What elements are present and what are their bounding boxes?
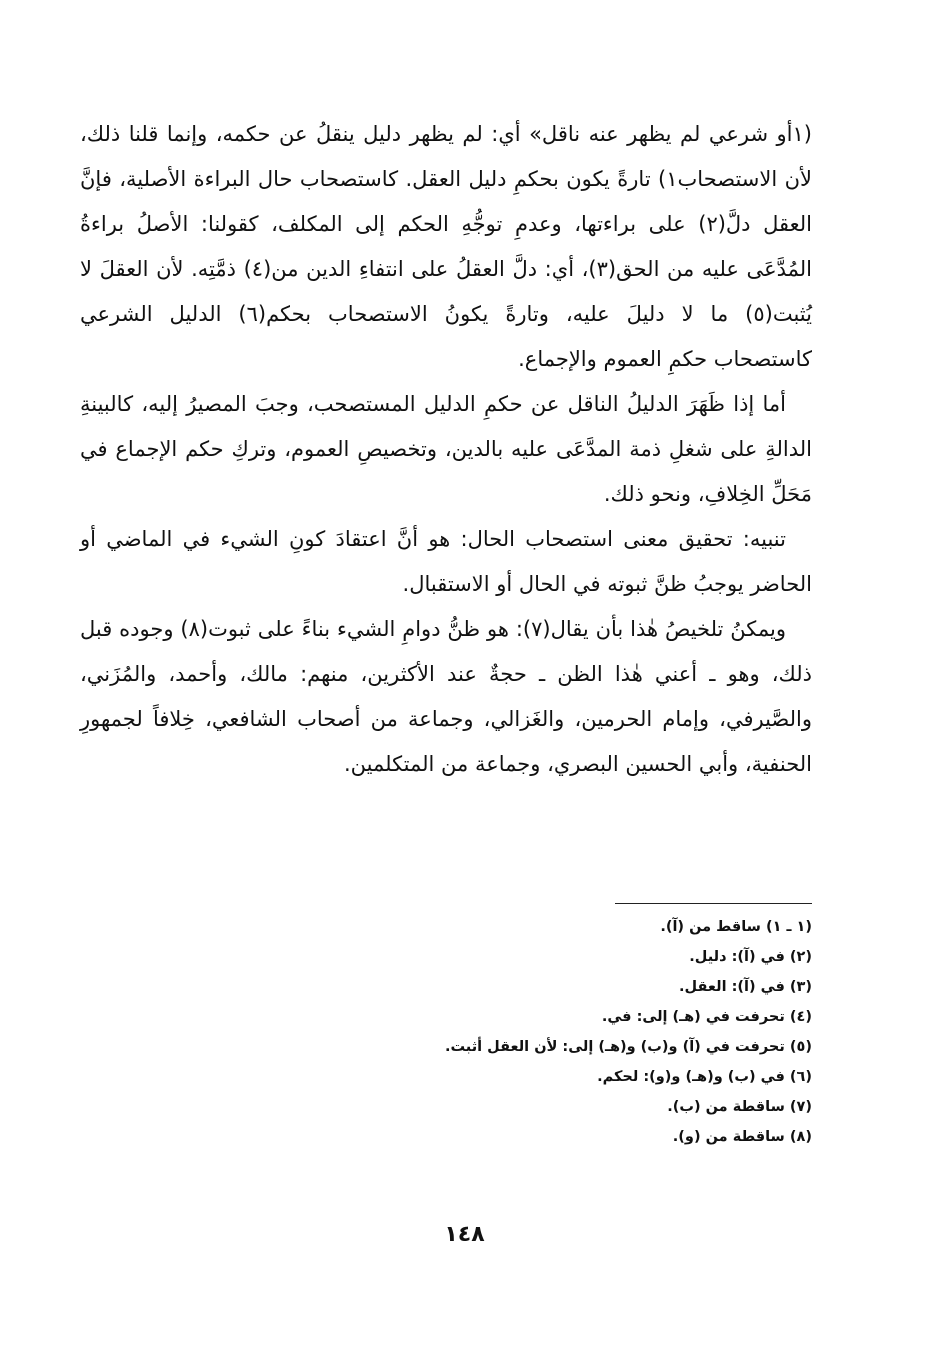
footnote-2: (٢) في (آ): دليل. (689, 949, 812, 965)
footnote-divider (615, 903, 812, 904)
footnote-4: (٤) تحرفت في (هـ) إلى: في. (601, 1009, 812, 1025)
main-text (80, 112, 812, 787)
footnotes (300, 912, 812, 1152)
paragraph-3: تنبيه: تحقيق معنى استصحاب الحال: هو أنَّ اعتقادَ كونِ الشيء في الماضي أو الحاضر يوجبُ ظنَّ ثبوته في الحال أو الاستقبال. (80, 527, 812, 596)
footnote-1: (١ ـ ١) ساقط من (آ). (660, 919, 812, 935)
paragraph-4: ويمكنُ تلخيصُ هٰذا بأن يقال(٧): هو ظنُّ دوامِ الشيء بناءً على ثبوت(٨) وجوده قبل ذلك، وهو ـ أعني هٰذا الظن ـ حجةٌ عند الأكثرين، منهم: مالك، وأحمد، والمُزَني، والصَّيرفي، وإمام الحرمين، والغَزالي، وجماعة من أصحاب الشافعي، خِلافاً لجمهورِ الحنفية، وأبي الحسين البصري، وجماعة من المتكلمين. (80, 617, 812, 776)
footnote-7: (٧) ساقطة من (ب). (667, 1099, 812, 1115)
footnote-3: (٣) في (آ): العقل. (679, 979, 812, 995)
paragraph-2: أما إذا ظَهَرَ الدليلُ الناقل عن حكمِ الدليل المستصحب، وجبَ المصيرُ إليه، كالبينةِ الدالةِ على شغلِ ذمة المدَّعَى عليه بالدين، وتخصيصِ العموم، وتركِ حكم الإجماع في مَحَلِّ الخِلافِ، ونحو ذلك. (80, 392, 812, 506)
paragraph-1: (١أو شرعي لم يظهر عنه ناقل» أي: لم يظهر دليل ينقلُ عن حكمه، وإنما قلنا ذلك، لأن الاستصحاب١) تارةً يكون بحكمِ دليل العقل. كاستصحاب حال البراءة الأصلية، فإنَّ العقل دلَّ(٢) على براءتها، وعدمِ توجُّهِ الحكم إلى المكلف، كقولنا: الأصلُ براءةُ المُدَّعَى عليه من الحق(٣)، أي: دلَّ العقلُ على انتفاءِ الدين من(٤) ذمَّتِه. لأن العقلَ لا يُثبت(٥) ما لا دليلَ عليه، وتارةً يكونُ الاستصحاب بحكم(٦) الدليل الشرعي كاستصحاب حكمِ العموم والإجماع. (80, 122, 812, 371)
footnote-6: (٦) في (ب) و(هـ) و(و): لحكم. (597, 1069, 812, 1085)
page-number: ١٤٨ (444, 1222, 485, 1247)
footnote-5: (٥) تحرفت في (آ) و(ب) و(هـ) إلى: لأن العقل أثبت. (444, 1039, 812, 1055)
footnote-8: (٨) ساقطة من (و). (672, 1129, 812, 1145)
